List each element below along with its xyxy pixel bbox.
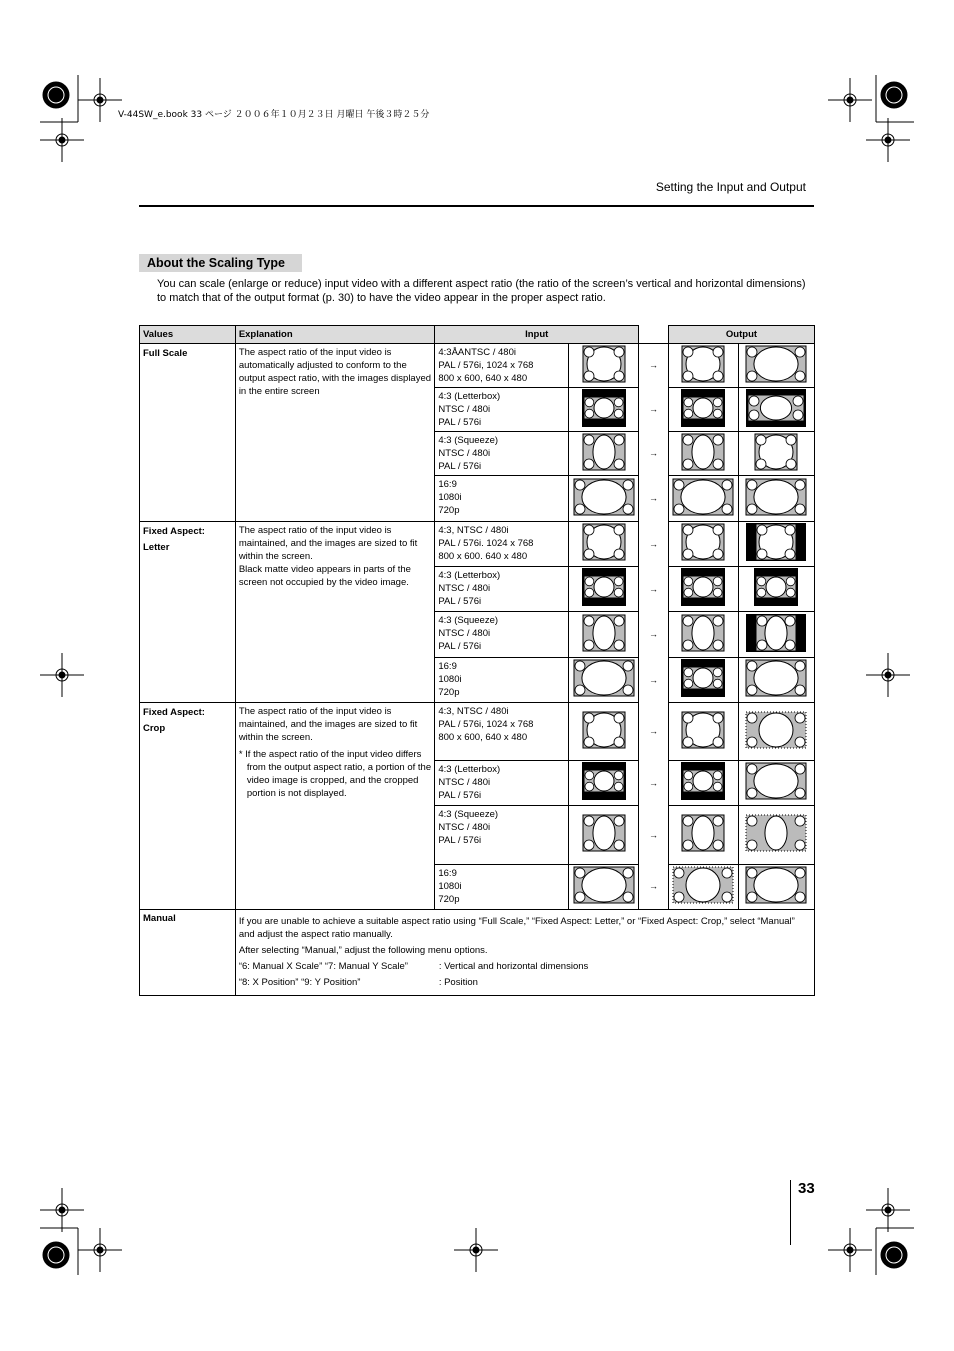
value-cell: [140, 522, 236, 703]
explanation-note: * If the aspect ratio of the input video differs from the output aspect ratio, a portion of the video image is cropped, and the cropped portion is not displayed.: [238, 749, 432, 799]
arrow-icon: →: [649, 829, 659, 840]
output-thumbnail-cell: [669, 865, 739, 910]
input-thumbnail-cell: [569, 476, 639, 522]
manual-option-1: [239, 960, 811, 973]
output-thumbnail-cell: [669, 658, 739, 703]
aspect-thumbnail-cropt: [745, 711, 807, 749]
output-thumbnail-cell: [738, 865, 814, 910]
aspect-thumbnail-wide: [745, 659, 807, 697]
arrow-cell: [639, 658, 669, 703]
scaling-table: [139, 325, 815, 996]
aspect-thumbnail-sqz: [573, 433, 635, 471]
aspect-thumbnail-sqz: [672, 814, 734, 852]
input-format-text: 4:3 (Squeeze) NTSC / 480i PAL / 576i: [438, 615, 499, 652]
aspect-thumbnail-std: [672, 523, 734, 561]
arrow-cell: [639, 567, 669, 612]
aspect-thumbnail-lbx: [672, 568, 734, 606]
input-format-cell: [435, 476, 569, 522]
table-row-manual: [140, 910, 815, 996]
value-cell: [140, 344, 236, 522]
output-thumbnail-cell: [738, 703, 814, 761]
option-name: “6: Manual X Scale” “7: Manual Y Scale”: [238, 961, 408, 972]
aspect-thumbnail-sqz: [672, 433, 734, 471]
table-row: [140, 522, 815, 567]
input-format-text: 4:3, NTSC / 480i PAL / 576i, 1024 x 768 800 x 600, 640 x 480: [438, 706, 534, 743]
input-format-cell: [435, 761, 569, 806]
aspect-thumbnail-wide: [745, 866, 807, 904]
aspect-thumbnail-cropl: [672, 866, 734, 904]
output-thumbnail-cell: [669, 806, 739, 865]
aspect-thumbnail-sqz: [672, 614, 734, 652]
explanation-cell: [235, 703, 435, 910]
input-format-cell: [435, 806, 569, 865]
aspect-thumbnail-wide: [573, 659, 635, 697]
input-thumbnail-cell: [569, 344, 639, 388]
aspect-thumbnail-cropb: [745, 814, 807, 852]
arrow-cell: [639, 703, 669, 761]
input-format-text: 4:3 (Letterbox) NTSC / 480i PAL / 576i: [438, 764, 501, 801]
output-thumbnail-cell: [669, 567, 739, 612]
aspect-thumbnail-lbx: [672, 389, 734, 427]
aspect-thumbnail-lbx: [573, 762, 635, 800]
input-format-text: 16:9 1080i 720p: [438, 479, 462, 516]
arrow-icon: →: [649, 726, 659, 736]
header-input: Input: [435, 326, 639, 344]
header-explanation: Explanation: [235, 326, 435, 344]
output-thumbnail-cell: [738, 344, 814, 388]
output-thumbnail-cell: [738, 476, 814, 522]
input-format-text: 4:3 (Letterbox) NTSC / 480i PAL / 576i: [438, 570, 501, 607]
input-thumbnail-cell: [569, 432, 639, 476]
output-thumbnail-cell: [669, 703, 739, 761]
explanation-text: The aspect ratio of the input video is automatically adjusted to conform to the output aspect ratio, with the images displayed in the entire screen: [238, 347, 432, 397]
arrow-cell: [639, 388, 669, 432]
arrow-icon: →: [649, 538, 659, 549]
arrow-icon: →: [649, 629, 659, 639]
arrow-icon: →: [649, 493, 659, 503]
aspect-thumbnail-sqz: [573, 614, 635, 652]
input-format-text: 16:9 1080i 720p: [438, 661, 462, 698]
input-format-cell: [435, 344, 569, 388]
aspect-thumbnail-std: [672, 345, 734, 383]
input-format-cell: [435, 865, 569, 910]
input-format-cell: [435, 432, 569, 476]
value-label: Fixed Aspect: Crop: [143, 707, 205, 734]
input-format-cell: [435, 522, 569, 567]
option-name: “8: X Position” “9: Y Position”: [238, 977, 361, 988]
arrow-icon: →: [649, 777, 659, 788]
input-format-cell: [435, 703, 569, 761]
explanation-cell: [235, 344, 435, 522]
arrow-cell: [639, 432, 669, 476]
header-rule: [139, 205, 814, 207]
arrow-icon: →: [649, 583, 659, 594]
output-thumbnail-cell: [738, 388, 814, 432]
output-thumbnail-cell: [738, 567, 814, 612]
arrow-cell: [639, 761, 669, 806]
header-values: Values: [140, 326, 236, 344]
value-label: Full Scale: [143, 348, 188, 359]
arrow-cell: [639, 612, 669, 658]
file-info-line: V-44SW_e.book 33 ページ ２００６年１０月２３日 月曜日 午後３時２５分: [118, 110, 430, 120]
arrow-icon: →: [649, 881, 659, 892]
header-output: Output: [669, 326, 815, 344]
input-thumbnail-cell: [569, 761, 639, 806]
output-thumbnail-cell: [669, 522, 739, 567]
input-format-cell: [435, 388, 569, 432]
arrow-icon: →: [649, 360, 659, 371]
aspect-thumbnail-lbx: [573, 568, 635, 606]
value-cell: [140, 703, 236, 910]
output-thumbnail-cell: [738, 522, 814, 567]
aspect-thumbnail-wide: [745, 345, 807, 383]
table-row: [140, 344, 815, 388]
input-format-text: 4:3, NTSC / 480i PAL / 576i. 1024 x 768 800 x 600. 640 x 480: [438, 525, 534, 562]
output-thumbnail-cell: [669, 388, 739, 432]
aspect-thumbnail-sqzp: [745, 614, 807, 652]
aspect-thumbnail-std: [745, 433, 807, 471]
input-format-text: 4:3 (Squeeze) NTSC / 480i PAL / 576i: [438, 435, 499, 472]
output-thumbnail-cell: [738, 432, 814, 476]
aspect-thumbnail-wide: [745, 762, 807, 800]
page-number-rule: [790, 1180, 791, 1245]
input-thumbnail-cell: [569, 388, 639, 432]
explanation-text: The aspect ratio of the input video is maintained, and the images are sized to fit within the screen.: [238, 706, 418, 743]
aspect-thumbnail-pillar: [745, 523, 807, 561]
input-thumbnail-cell: [569, 658, 639, 703]
explanation-text: The aspect ratio of the input video is maintained, and the images are sized to fit within the screen. Black matte video appears in parts of the screen not occupied by the video image.: [238, 525, 418, 588]
aspect-thumbnail-wide: [672, 478, 734, 516]
input-thumbnail-cell: [569, 612, 639, 658]
arrow-cell: [639, 344, 669, 388]
manual-line-1: If you are unable to achieve a suitable aspect ratio using “Full Scale,” “Fixed Aspect: Letter,” or “Fixed Aspect: Crop,” select “Manual” and adjust the aspect ratio manually.: [238, 916, 795, 940]
manual-explanation-cell: [235, 910, 814, 996]
input-thumbnail-cell: [569, 522, 639, 567]
value-cell: [140, 910, 236, 996]
aspect-thumbnail-sqz: [573, 814, 635, 852]
input-thumbnail-cell: [569, 806, 639, 865]
arrow-cell: [639, 476, 669, 522]
output-thumbnail-cell: [738, 658, 814, 703]
arrow-icon: →: [649, 448, 659, 458]
aspect-thumbnail-lbxw: [745, 389, 807, 427]
value-label: Fixed Aspect: Letter: [143, 526, 205, 553]
option-description: : Vertical and horizontal dimensions: [438, 961, 589, 972]
aspect-thumbnail-wide: [573, 866, 635, 904]
input-format-cell: [435, 567, 569, 612]
input-thumbnail-cell: [569, 567, 639, 612]
aspect-thumbnail-std: [573, 711, 635, 749]
section-title: About the Scaling Type: [139, 254, 302, 272]
input-format-cell: [435, 612, 569, 658]
arrow-icon: →: [649, 404, 659, 414]
arrow-cell: [639, 806, 669, 865]
input-format-text: 16:9 1080i 720p: [438, 868, 462, 905]
aspect-thumbnail-lbx: [672, 762, 734, 800]
output-thumbnail-cell: [669, 612, 739, 658]
input-thumbnail-cell: [569, 703, 639, 761]
output-thumbnail-cell: [738, 761, 814, 806]
intro-paragraph: You can scale (enlarge or reduce) input video with a different aspect ratio (the ratio of the screen’s vertical and horizontal dimensions) to match that of the output format (p. 30) to have the video appear in the proper aspect ratio.: [157, 278, 806, 304]
aspect-thumbnail-std: [573, 523, 635, 561]
input-thumbnail-cell: [569, 865, 639, 910]
arrow-cell: [639, 522, 669, 567]
output-thumbnail-cell: [738, 806, 814, 865]
table-row: [140, 703, 815, 761]
manual-line-2: After selecting “Manual,” adjust the following menu options.: [238, 945, 488, 956]
value-label: Manual: [143, 913, 176, 924]
output-thumbnail-cell: [738, 612, 814, 658]
input-format-cell: [435, 658, 569, 703]
input-format-text: 4:3ÅANTSC / 480i PAL / 576i, 1024 x 768 800 x 600, 640 x 480: [438, 347, 534, 384]
manual-option-2: [239, 976, 811, 989]
explanation-cell: [235, 522, 435, 703]
page-number: 33: [798, 1180, 815, 1197]
aspect-thumbnail-wide: [573, 478, 635, 516]
option-description: : Position: [438, 977, 478, 988]
output-thumbnail-cell: [669, 344, 739, 388]
aspect-thumbnail-std: [573, 345, 635, 383]
aspect-thumbnail-lbxb: [745, 568, 807, 606]
aspect-thumbnail-std: [672, 711, 734, 749]
aspect-thumbnail-wide: [745, 478, 807, 516]
arrow-cell: [639, 865, 669, 910]
output-thumbnail-cell: [669, 432, 739, 476]
aspect-thumbnail-lbxs: [672, 659, 734, 697]
output-thumbnail-cell: [669, 761, 739, 806]
input-format-text: 4:3 (Squeeze) NTSC / 480i PAL / 576i: [438, 809, 499, 846]
arrow-icon: →: [649, 674, 659, 685]
aspect-thumbnail-lbx: [573, 389, 635, 427]
input-format-text: 4:3 (Letterbox) NTSC / 480i PAL / 576i: [438, 391, 501, 428]
output-thumbnail-cell: [669, 476, 739, 522]
running-head: Setting the Input and Output: [655, 180, 806, 194]
